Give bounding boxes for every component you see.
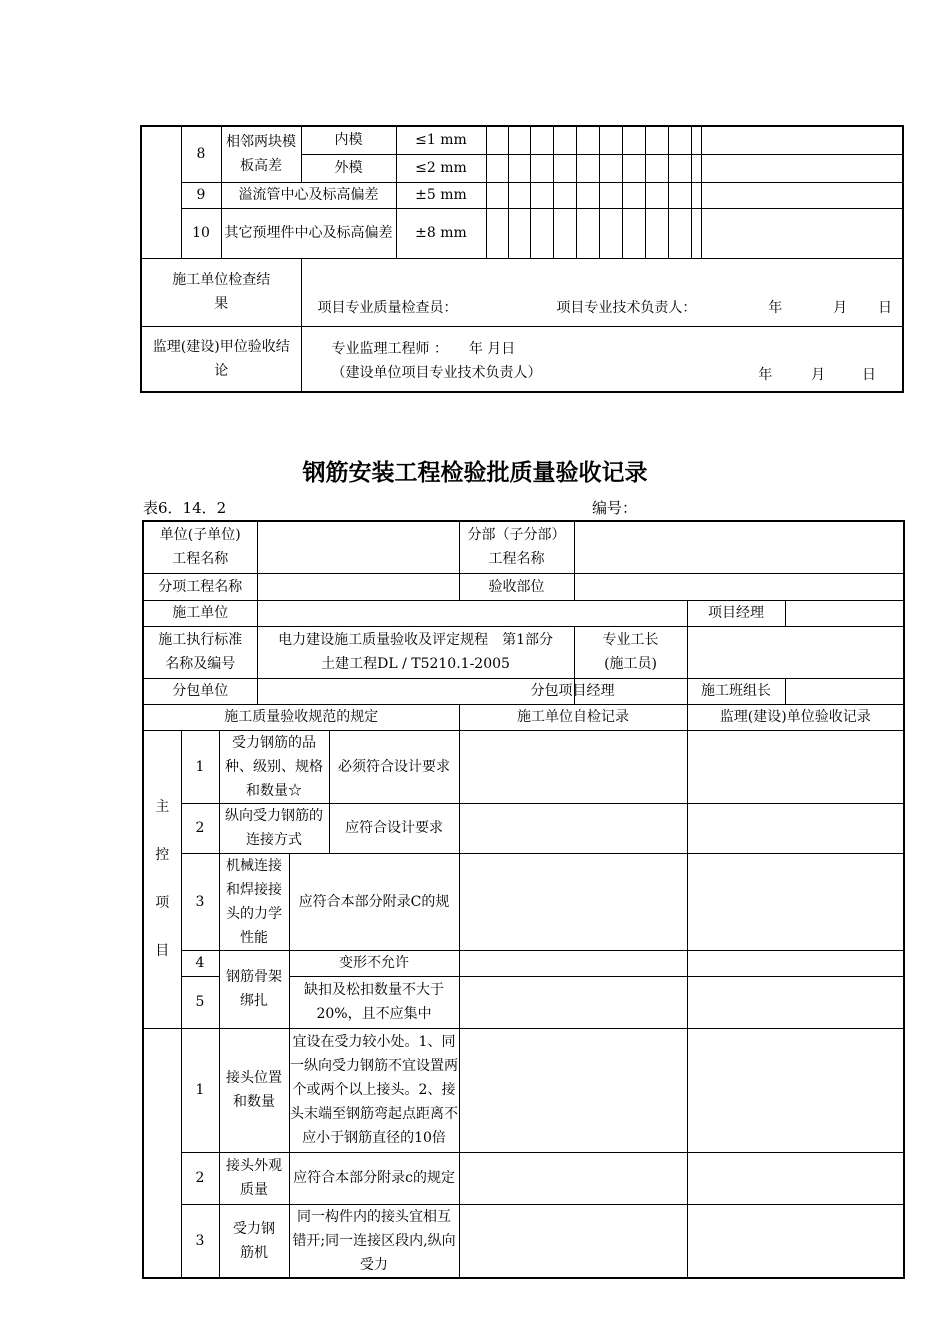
supervision-cell[interactable]: [687, 1028, 904, 1152]
requirement: 缺扣及松扣数量不大于20%，且不应集中: [289, 976, 459, 1028]
group-cell: [141, 126, 181, 258]
self-check-cell[interactable]: [459, 853, 687, 950]
table-row: [143, 803, 904, 853]
construction-check-label: 施工单位检查结果: [141, 258, 301, 326]
team-leader-label: 施工班组长: [687, 678, 785, 704]
self-check-cell[interactable]: [459, 976, 687, 1028]
item-name-label: 分项工程名称: [143, 573, 257, 600]
tolerance-table: [140, 125, 904, 393]
month-label: 月: [811, 367, 826, 383]
table-row: [143, 1204, 904, 1278]
day-label: 日: [862, 367, 876, 383]
self-check-cell[interactable]: [459, 1152, 687, 1204]
self-check-header: 施工单位自检记录: [459, 704, 687, 730]
item-name: 受力钢筋机: [219, 1204, 289, 1278]
foreman-value[interactable]: [687, 626, 904, 678]
item-name-value[interactable]: [257, 573, 459, 600]
supervision-cell[interactable]: [687, 950, 904, 976]
general-group: [143, 1028, 181, 1278]
row-no: 10: [181, 208, 221, 258]
supervision-label: 监理(建设)甲位验收结论: [141, 326, 301, 392]
main-control-group: 主控项目: [143, 730, 181, 1028]
subcontract-label: 分包单位: [143, 678, 257, 704]
requirement: 宜设在受力较小处。1、同一纵向受力钢筋不宜设置两个或两个以上接头。2、接头末端至钢筋弯起点距离不应小于钢筋直径的10倍: [289, 1028, 459, 1152]
row-no: 1: [181, 1028, 219, 1152]
requirement: 应符合本部分附录c的规定: [289, 1152, 459, 1204]
supervision-cell[interactable]: [687, 1204, 904, 1278]
inspection-table: [142, 520, 905, 1279]
tolerance-value: ≤1 mm: [396, 126, 486, 154]
table-row: [143, 853, 904, 950]
foreman-label: 专业工长 (施工员): [574, 626, 687, 678]
standard-line: 电力建设施工质量验收及评定规程 第1部分: [278, 632, 553, 648]
tolerance-value: ≤2 mm: [396, 154, 486, 182]
table-row: [141, 182, 903, 208]
sub-item: 外模: [301, 154, 396, 182]
requirement: 同一构件内的接头宜相互错开;同一连接区段内,纵向受力: [289, 1204, 459, 1278]
item-name: 纵向受力钢筋的连接方式: [219, 803, 329, 853]
item-name: 其它预埋件中心及标高偏差: [221, 208, 396, 258]
team-leader-value[interactable]: [785, 678, 904, 704]
table-row: [143, 730, 904, 803]
table-row: [143, 1152, 904, 1204]
table-row: [143, 521, 904, 573]
self-check-cell[interactable]: [459, 730, 687, 803]
requirement: 必须符合设计要求: [329, 730, 459, 803]
table-row: [143, 626, 904, 678]
table-row: [143, 950, 904, 976]
row-no: 5: [181, 976, 219, 1028]
row-no: 3: [181, 1204, 219, 1278]
standard-label: 施工执行标准名称及编号: [143, 626, 257, 678]
supervision-cell[interactable]: [687, 803, 904, 853]
owner-note: （建设单位项目专业技术负责人）: [331, 364, 542, 381]
serial-number-label: 编号：: [592, 499, 638, 517]
supervision-header: 监理(建设)单位验收记录: [687, 704, 904, 730]
inspector-label: 项目专业质量检查员：: [317, 299, 458, 316]
sub-pm-label: 分包项目经理: [574, 678, 687, 704]
row-no: 8: [181, 126, 221, 182]
row-no: 4: [181, 950, 219, 976]
page-title: 钢筋安装工程检验批质量验收记录: [302, 460, 648, 486]
subpart-label: 分部（子分部）工程名称: [459, 521, 574, 573]
table-row: [141, 126, 903, 154]
row-no: 2: [181, 803, 219, 853]
self-check-cell[interactable]: [459, 950, 687, 976]
pm-label: 项目经理: [687, 600, 785, 626]
requirement: 应符合本部分附录C的规: [289, 853, 459, 950]
item-name: 机械连接和焊接接头的力学性能: [219, 853, 289, 950]
table-row: [143, 600, 904, 626]
tech-lead-label: 项目专业技术负责人：: [556, 299, 697, 316]
tolerance-value: ±5 mm: [396, 182, 486, 208]
item-name: 钢筋骨架绑扎: [219, 950, 289, 1028]
item-name: 相邻两块模板高差: [221, 126, 301, 182]
requirement: 变形不允许: [289, 950, 459, 976]
standard-value: [257, 626, 574, 678]
item-name: 受力钢筋的品种、级别、规格和数量☆: [219, 730, 329, 803]
spec-header: 施工质量验收规范的规定: [143, 704, 459, 730]
supervision-cell[interactable]: [687, 853, 904, 950]
pm-value[interactable]: [785, 600, 904, 626]
table-row: [143, 573, 904, 600]
subpart-value[interactable]: [574, 521, 904, 573]
requirement: 应符合设计要求: [329, 803, 459, 853]
row-no: 9: [181, 182, 221, 208]
year-label: 年: [768, 299, 783, 316]
self-check-cell[interactable]: [459, 1204, 687, 1278]
constructor-value[interactable]: [257, 600, 687, 626]
constructor-label: 施工单位: [143, 600, 257, 626]
table-row: [141, 208, 903, 258]
tolerance-value: ±8 mm: [396, 208, 486, 258]
unit-value[interactable]: [257, 521, 459, 573]
engineer-date: 年 月日: [468, 340, 516, 357]
month-label: 月: [833, 299, 848, 316]
item-name: 接头外观质量: [219, 1152, 289, 1204]
construction-check-area: [301, 258, 903, 326]
table-header-row: [143, 704, 904, 730]
item-name: 接头位置和数量: [219, 1028, 289, 1152]
supervision-cell[interactable]: [687, 1152, 904, 1204]
supervision-row: [141, 326, 903, 392]
sub-item: 内模: [301, 126, 396, 154]
supervision-area: [301, 326, 903, 392]
supervision-cell[interactable]: [687, 730, 904, 803]
row-no: 1: [181, 730, 219, 803]
row-no: 3: [181, 853, 219, 950]
table-number: 表6．14．2: [143, 499, 227, 517]
row-no: 2: [181, 1152, 219, 1204]
day-label: 日: [878, 299, 892, 316]
accept-part-label: 验收部位: [459, 573, 574, 600]
supervision-cell[interactable]: [687, 976, 904, 1028]
construction-check-row: [141, 258, 903, 326]
table-row: [143, 1028, 904, 1152]
item-name: 溢流管中心及标高偏差: [221, 182, 396, 208]
self-check-cell[interactable]: [459, 803, 687, 853]
engineer-label: 专业监理工程师 ：: [331, 340, 448, 357]
year-label: 年: [758, 367, 773, 383]
standard-line: 土建工程DL / T5210.1-2005: [321, 656, 510, 672]
unit-label: 单位(子单位)工程名称: [143, 521, 257, 573]
table-row: [143, 678, 904, 704]
self-check-cell[interactable]: [459, 1028, 687, 1152]
accept-part-value[interactable]: [574, 573, 904, 600]
